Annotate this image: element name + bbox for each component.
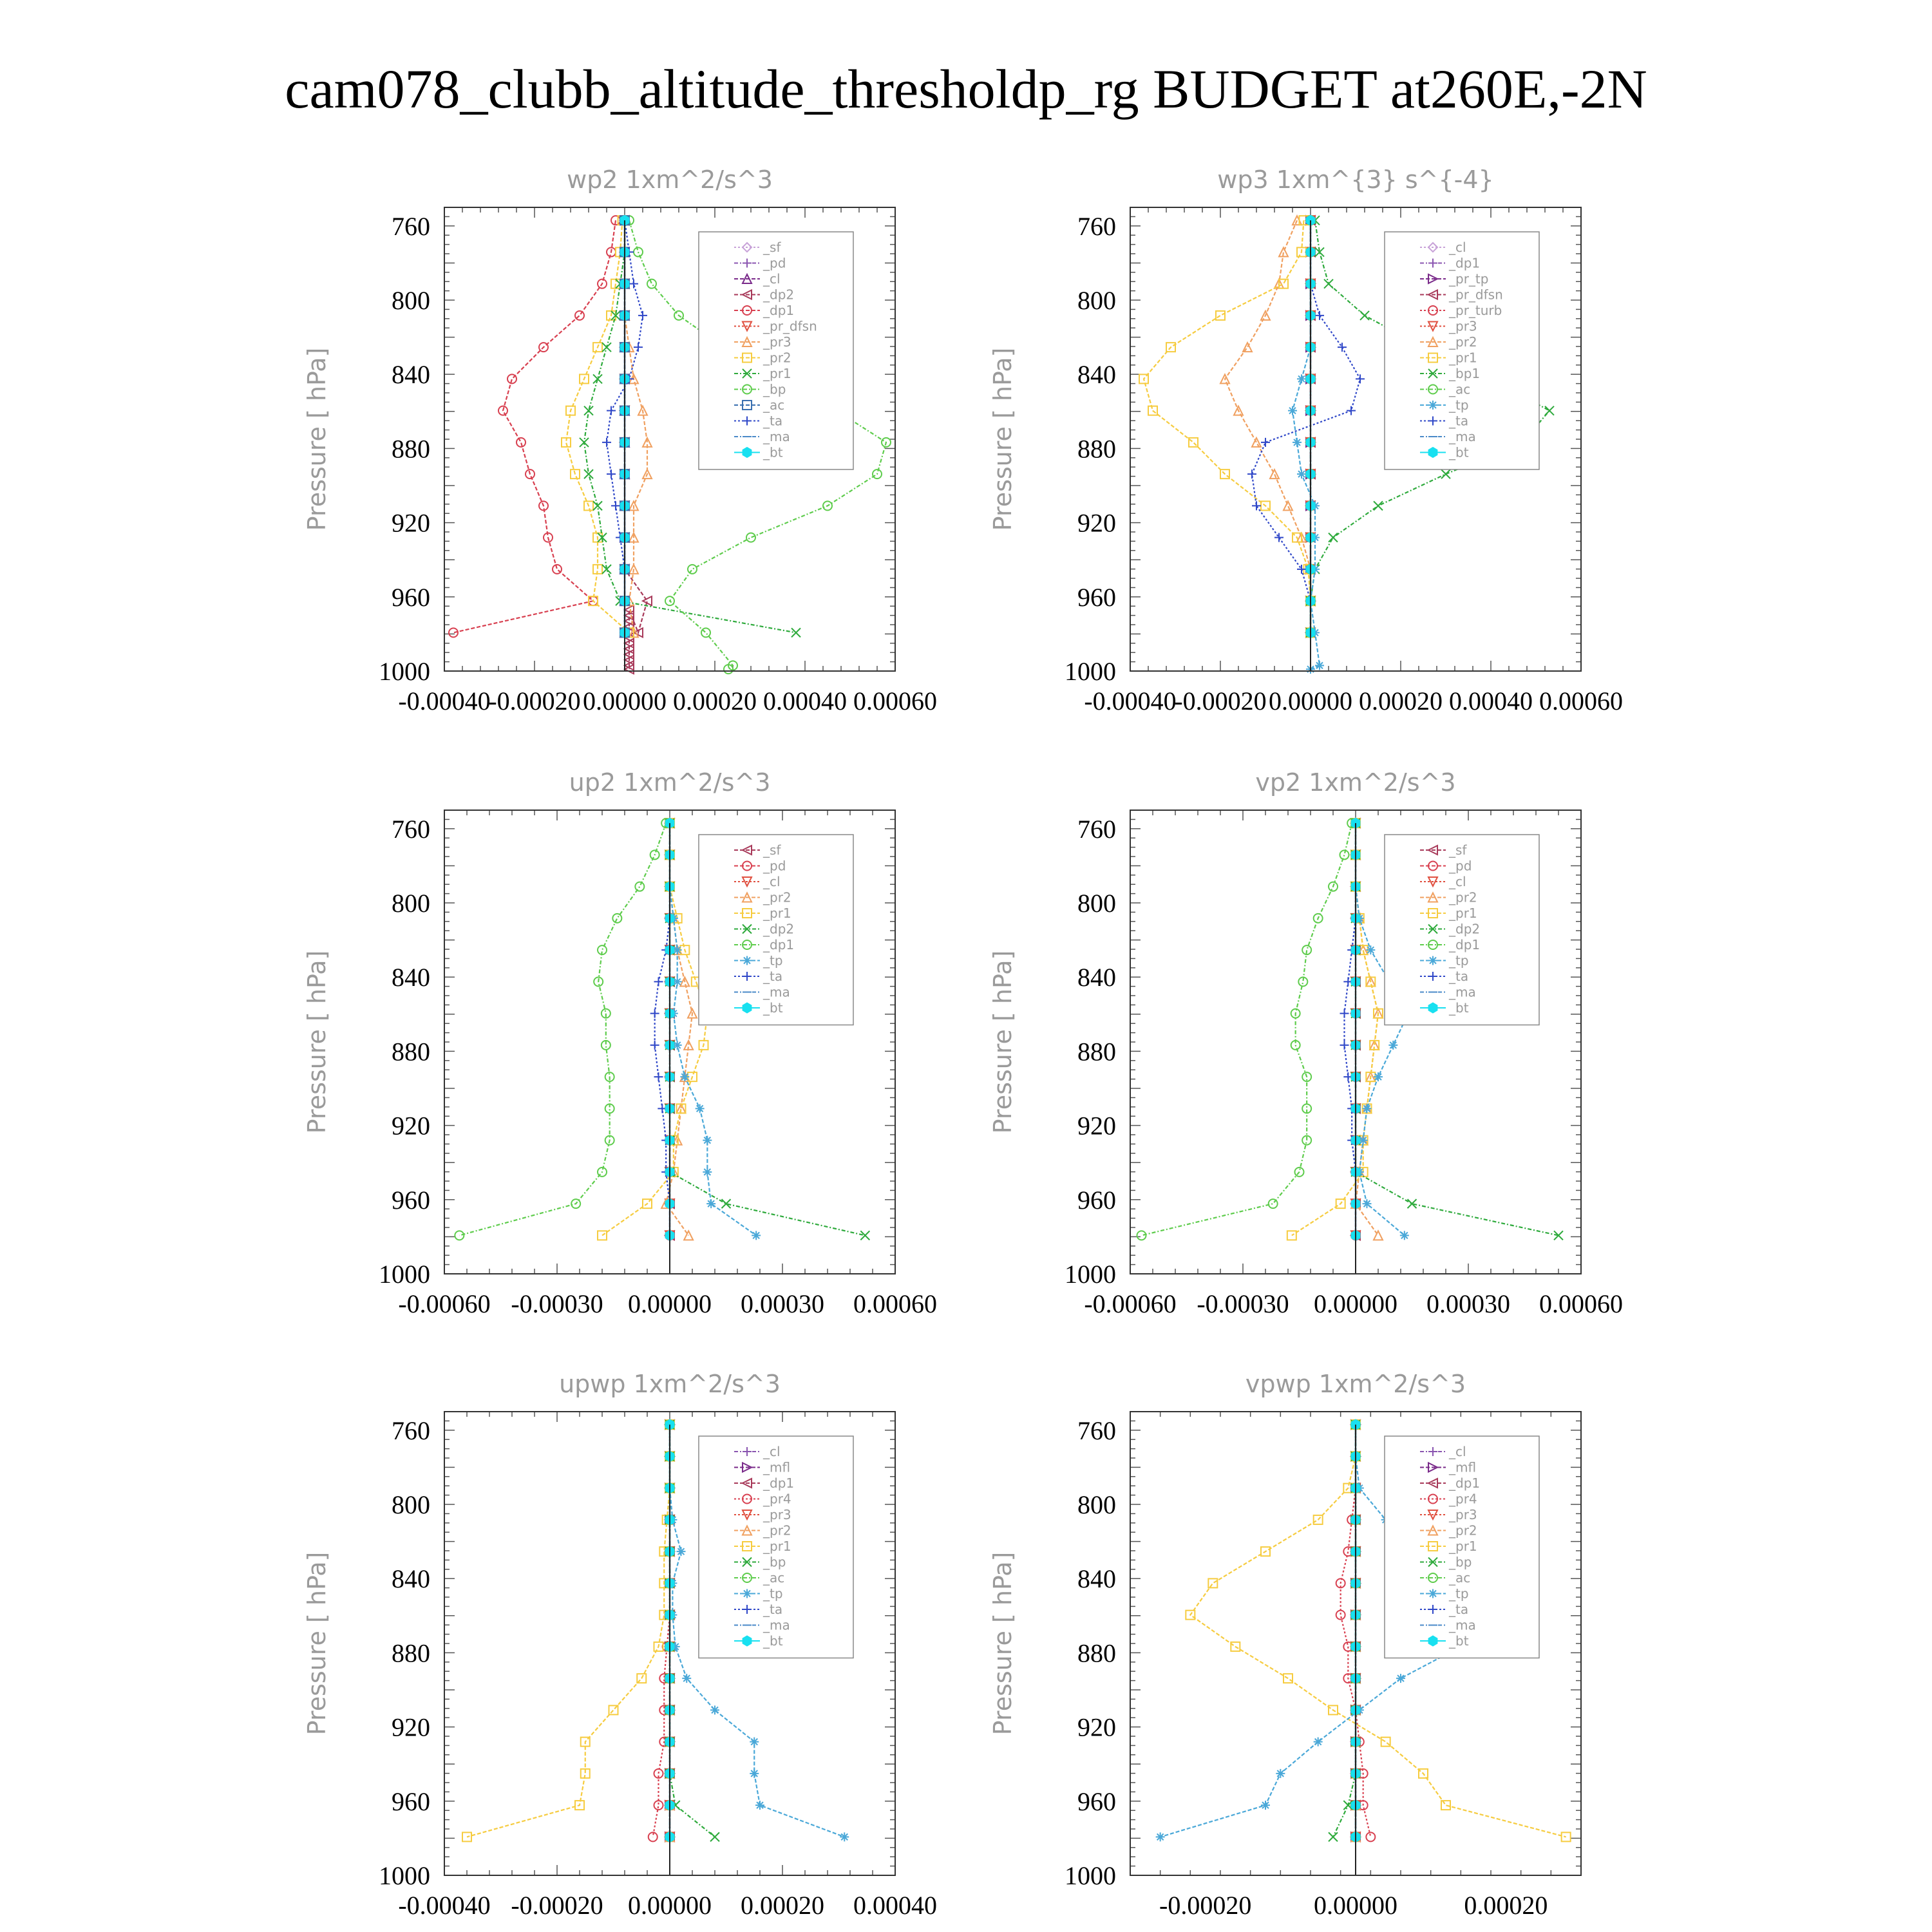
y-tick-label: 840 xyxy=(392,963,430,992)
data-point-tp xyxy=(1366,945,1375,954)
data-point-pr1 xyxy=(602,343,611,352)
x-tick-label: 0.00020 xyxy=(673,687,757,715)
legend-label: _mfl xyxy=(763,1459,791,1475)
legend-label: _ma xyxy=(1449,1617,1476,1633)
legend-label: _dp1 xyxy=(763,1475,795,1491)
chart-title: vp2 1xm^2/s^3 xyxy=(1255,768,1456,797)
legend-label: _bp xyxy=(763,381,786,397)
data-point-pr2 xyxy=(1283,501,1293,510)
y-tick-label: 800 xyxy=(392,889,430,918)
data-point-bp1 xyxy=(1360,311,1369,320)
legend-label: _cl xyxy=(763,1444,781,1459)
data-point-tp xyxy=(1293,438,1302,447)
legend-label: _cl xyxy=(763,874,781,889)
legend-label: _ta xyxy=(763,1602,783,1617)
legend-label: _sf xyxy=(763,842,781,858)
y-axis-label: Pressure [ hPa] xyxy=(989,347,1017,531)
x-tick-label: 0.00030 xyxy=(741,1289,824,1318)
legend-label: _cl xyxy=(1449,1444,1466,1459)
legend-label: _ta xyxy=(763,413,783,429)
x-tick-label: -0.00030 xyxy=(1197,1289,1289,1318)
data-point-ta xyxy=(1247,469,1256,478)
legend-label: _tp xyxy=(1449,1586,1469,1602)
y-axis-label: Pressure [ hPa] xyxy=(303,347,331,531)
data-point-bp1 xyxy=(1545,406,1554,415)
x-tick-label: 0.00020 xyxy=(741,1891,824,1920)
legend-label: _bt xyxy=(1449,1000,1469,1016)
data-point-tp xyxy=(1388,1041,1397,1050)
x-tick-label: 0.00000 xyxy=(628,1891,712,1920)
data-point-bp xyxy=(647,279,656,289)
y-tick-label: 1000 xyxy=(379,1861,430,1890)
data-point-tp xyxy=(710,1705,719,1714)
data-point-tp xyxy=(703,1136,712,1145)
legend-label: _cl xyxy=(1449,240,1466,255)
x-tick-label: -0.00020 xyxy=(488,687,581,715)
legend-label: _ma xyxy=(1449,429,1476,444)
x-tick-label: -0.00060 xyxy=(398,1289,491,1318)
chart-panel-5 xyxy=(303,1370,937,1920)
data-point-pr2 xyxy=(1270,469,1279,478)
y-axis-label: Pressure [ hPa] xyxy=(303,950,331,1134)
x-tick-label: -0.00020 xyxy=(511,1891,603,1920)
data-point-pr1 xyxy=(584,406,593,415)
data-point-tp xyxy=(1363,1199,1372,1208)
y-tick-label: 760 xyxy=(392,1416,430,1445)
legend-marker xyxy=(743,956,752,965)
x-tick-label: -0.00040 xyxy=(398,687,491,715)
series-line-pr2 xyxy=(1225,220,1311,632)
legend-label: _ma xyxy=(763,984,790,1000)
data-point-tp xyxy=(1315,661,1324,670)
y-tick-label: 880 xyxy=(1077,1638,1116,1668)
x-tick-label: 0.00000 xyxy=(1314,1891,1397,1920)
chart-panel-6 xyxy=(989,1370,1581,1920)
legend xyxy=(1385,1436,1539,1658)
data-point-pr1 xyxy=(580,438,589,447)
y-tick-label: 960 xyxy=(1077,1185,1116,1215)
legend-label: _pr1 xyxy=(763,366,791,381)
legend-label: _pr1 xyxy=(763,1539,791,1554)
legend-label: _pr2 xyxy=(1449,1522,1477,1539)
data-point-tp xyxy=(677,1547,686,1556)
data-point-tp xyxy=(1374,1072,1383,1081)
legend-marker xyxy=(1428,1003,1437,1013)
y-tick-label: 920 xyxy=(1077,1712,1116,1742)
y-tick-label: 960 xyxy=(392,582,430,612)
data-point-pr4 xyxy=(1336,1611,1345,1620)
data-point-ta xyxy=(1252,501,1261,510)
data-point-tp xyxy=(1400,1231,1409,1240)
legend xyxy=(1385,835,1539,1025)
x-tick-label: 0.00030 xyxy=(1426,1289,1510,1318)
legend-label: _pr3 xyxy=(763,1507,791,1522)
data-point-pr1 xyxy=(1208,1578,1217,1587)
legend-marker xyxy=(1428,401,1437,410)
legend-label: _dp2 xyxy=(763,287,795,303)
x-tick-label: 0.00000 xyxy=(583,687,667,715)
legend-label: _dp1 xyxy=(1449,937,1481,952)
series-line-dp1 xyxy=(453,220,616,632)
x-tick-label: 0.00020 xyxy=(1359,687,1443,715)
series-line-pr1 xyxy=(467,1425,670,1837)
y-tick-label: 760 xyxy=(392,211,430,241)
y-tick-label: 880 xyxy=(1077,1037,1116,1066)
y-tick-label: 880 xyxy=(392,434,430,464)
y-tick-label: 760 xyxy=(392,814,430,844)
legend-label: _pr3 xyxy=(763,334,791,350)
data-point-ta xyxy=(1356,374,1365,383)
y-tick-label: 800 xyxy=(392,1490,430,1519)
data-point-ta xyxy=(607,406,616,415)
legend-label: _pr1 xyxy=(1449,350,1477,366)
legend-label: _mfl xyxy=(1449,1459,1477,1475)
legend-label: _cl xyxy=(1449,874,1466,889)
data-point-tp xyxy=(1363,1104,1372,1113)
chart-title: wp3 1xm^{3} s^{-4} xyxy=(1217,166,1494,194)
legend-label: _pr1 xyxy=(763,905,791,921)
chart-panel-3 xyxy=(303,768,937,1318)
legend-label: _pr2 xyxy=(1449,334,1477,350)
y-tick-label: 760 xyxy=(1077,814,1116,844)
data-point-ta xyxy=(1340,1009,1349,1018)
series-line-pr1 xyxy=(1292,823,1378,1235)
data-point-dp1 xyxy=(635,882,644,891)
data-point-dp1 xyxy=(612,914,621,923)
legend-label: _bt xyxy=(763,1633,783,1649)
legend-label: _pr_dfsn xyxy=(763,318,817,334)
y-tick-label: 920 xyxy=(392,1111,430,1141)
data-point-tp xyxy=(840,1832,849,1841)
legend-label: _sf xyxy=(763,240,781,255)
legend-label: _sf xyxy=(1449,842,1467,858)
data-point-tp xyxy=(1261,1801,1270,1810)
legend-label: _ta xyxy=(1449,1602,1469,1617)
data-point-ta xyxy=(1297,565,1306,574)
y-tick-label: 920 xyxy=(392,508,430,538)
data-point-bp1 xyxy=(1329,533,1338,542)
legend-label: _pr2 xyxy=(763,1522,791,1539)
x-tick-label: 0.00040 xyxy=(853,1891,937,1920)
y-tick-label: 920 xyxy=(1077,508,1116,538)
y-axis-label: Pressure [ hPa] xyxy=(303,1551,331,1736)
data-point-ta xyxy=(629,279,638,289)
x-tick-label: -0.00020 xyxy=(1159,1891,1252,1920)
data-point-ta xyxy=(1347,406,1356,415)
legend-label: _pd xyxy=(763,255,786,271)
legend-label: _pr2 xyxy=(1449,889,1477,905)
data-point-ta xyxy=(634,343,643,352)
legend-label: _pr4 xyxy=(763,1491,791,1507)
legend-label: _bt xyxy=(1449,1633,1469,1649)
legend-label: _ma xyxy=(763,1617,790,1633)
data-point-pr2 xyxy=(1252,438,1261,447)
legend-label: _bt xyxy=(763,1000,783,1016)
legend xyxy=(699,835,853,1025)
legend xyxy=(699,1436,853,1658)
y-tick-label: 1000 xyxy=(379,1260,430,1289)
data-point-ta xyxy=(654,1072,663,1081)
y-axis-label: Pressure [ hPa] xyxy=(989,950,1017,1134)
data-point-tp xyxy=(706,1199,715,1208)
data-point-bp1 xyxy=(1441,469,1450,478)
legend-label: _ac xyxy=(763,397,785,413)
data-point-tp xyxy=(1276,1769,1285,1778)
chart-title: up2 1xm^2/s^3 xyxy=(569,768,771,797)
y-tick-label: 920 xyxy=(1077,1111,1116,1141)
legend-label: _ma xyxy=(763,429,790,444)
legend-label: _dp1 xyxy=(763,937,795,952)
y-tick-label: 840 xyxy=(1077,963,1116,992)
data-point-tp xyxy=(750,1738,759,1747)
y-tick-label: 760 xyxy=(1077,211,1116,241)
x-tick-label: 0.00040 xyxy=(1449,687,1533,715)
data-point-dp1 xyxy=(516,438,526,447)
legend-label: _bp xyxy=(1449,1554,1472,1570)
legend-label: _ma xyxy=(1449,984,1476,1000)
chart-panel-4 xyxy=(989,768,1623,1318)
x-tick-label: 0.00060 xyxy=(1539,687,1623,715)
data-point-bp1 xyxy=(1374,501,1383,510)
y-tick-label: 800 xyxy=(392,286,430,315)
data-point-dp1 xyxy=(1340,850,1349,859)
x-tick-label: -0.00030 xyxy=(511,1289,603,1318)
y-tick-label: 760 xyxy=(1077,1416,1116,1445)
legend-label: _bt xyxy=(1449,444,1469,460)
series-line-pr1 xyxy=(602,823,707,1235)
data-point-ta xyxy=(1261,438,1270,447)
data-point-tp xyxy=(696,1104,705,1113)
data-point-tp xyxy=(682,1674,691,1683)
data-point-pr1 xyxy=(593,374,602,383)
legend-label: _pr3 xyxy=(1449,1507,1477,1522)
data-point-dp1 xyxy=(1137,1231,1146,1240)
legend-marker xyxy=(1428,956,1437,965)
data-point-tp xyxy=(1156,1832,1165,1841)
legend-label: _cl xyxy=(763,271,781,287)
y-tick-label: 880 xyxy=(392,1638,430,1668)
legend-label: _ta xyxy=(763,969,783,984)
data-point-tp xyxy=(1297,374,1306,383)
x-tick-label: 0.00040 xyxy=(763,687,847,715)
chart-title: upwp 1xm^2/s^3 xyxy=(559,1370,781,1398)
chart-panel-2 xyxy=(989,166,1623,715)
data-point-dp1 xyxy=(553,565,562,574)
data-point-ta xyxy=(611,501,620,510)
x-tick-label: -0.00020 xyxy=(1174,687,1267,715)
data-point-dp1 xyxy=(1269,1199,1278,1208)
data-point-pr1 xyxy=(1441,1801,1450,1810)
legend-label: _tp xyxy=(763,1586,783,1602)
legend-label: _ac xyxy=(1449,381,1471,397)
x-tick-label: 0.00000 xyxy=(628,1289,712,1318)
data-point-bp xyxy=(710,1832,719,1841)
y-tick-label: 920 xyxy=(392,1712,430,1742)
data-point-tp xyxy=(755,1801,764,1810)
y-tick-label: 840 xyxy=(1077,360,1116,390)
y-tick-label: 1000 xyxy=(1065,1861,1116,1890)
legend-label: _pr2 xyxy=(763,889,791,905)
data-point-tp xyxy=(1314,1738,1323,1747)
data-point-ta xyxy=(650,1009,659,1018)
legend-label: _pr2 xyxy=(763,350,791,366)
data-point-pr4 xyxy=(1366,1832,1375,1841)
x-tick-label: -0.00040 xyxy=(1084,687,1177,715)
series-line-dp1 xyxy=(1142,823,1352,1235)
y-tick-label: 800 xyxy=(1077,1490,1116,1519)
legend-label: _pr1 xyxy=(1449,1539,1477,1554)
y-tick-label: 960 xyxy=(392,1185,430,1215)
legend-label: _tp xyxy=(1449,952,1469,969)
legend-marker xyxy=(1428,1636,1437,1646)
legend-label: _pr_turb xyxy=(1449,303,1502,318)
data-point-bp xyxy=(701,628,710,637)
legend-label: _ta xyxy=(1449,969,1469,984)
legend-label: _ac xyxy=(763,1570,785,1586)
legend-label: _pr_dfsn xyxy=(1449,287,1503,303)
legend-label: _dp1 xyxy=(763,303,795,318)
data-point-tp xyxy=(1297,469,1306,478)
data-point-ta xyxy=(638,311,647,320)
legend-label: _tp xyxy=(1449,397,1469,413)
chart-panel-1 xyxy=(303,166,937,715)
legend-label: _pr3 xyxy=(1449,318,1477,334)
data-point-ta xyxy=(602,438,611,447)
y-tick-label: 1000 xyxy=(379,657,430,686)
data-point-dp2 xyxy=(643,596,652,605)
data-point-dp1 xyxy=(507,374,516,383)
legend-label: _pr4 xyxy=(1449,1491,1477,1507)
data-point-tp xyxy=(752,1231,761,1240)
data-point-tp xyxy=(1396,1674,1405,1683)
data-point-dp1 xyxy=(575,311,584,320)
legend-label: _ta xyxy=(1449,413,1469,429)
data-point-bp xyxy=(746,533,755,542)
data-point-tp xyxy=(703,1168,712,1177)
y-tick-label: 800 xyxy=(1077,286,1116,315)
legend xyxy=(1385,232,1539,469)
y-tick-label: 880 xyxy=(1077,434,1116,464)
legend-label: _bp xyxy=(763,1554,786,1570)
y-tick-label: 1000 xyxy=(1065,657,1116,686)
data-point-pr1 xyxy=(1216,311,1225,320)
legend-label: _ac xyxy=(1449,1570,1471,1586)
x-tick-label: 0.00060 xyxy=(853,687,937,715)
data-point-tp xyxy=(680,1072,689,1081)
data-point-ta xyxy=(650,1041,659,1050)
data-point-ta xyxy=(1340,1041,1349,1050)
y-tick-label: 880 xyxy=(392,1037,430,1066)
data-point-ta xyxy=(607,469,616,478)
legend-marker xyxy=(743,1636,752,1646)
series-line-pr1 xyxy=(1144,220,1311,632)
y-tick-label: 960 xyxy=(392,1786,430,1816)
data-point-ta xyxy=(654,977,663,986)
x-tick-label: 0.00000 xyxy=(1269,687,1352,715)
legend-label: _dp1 xyxy=(1449,1475,1481,1491)
legend-marker xyxy=(743,1003,752,1013)
data-point-bp1 xyxy=(1324,279,1333,289)
data-point-tp xyxy=(750,1769,759,1778)
legend-label: _bt xyxy=(763,444,783,460)
y-tick-label: 1000 xyxy=(1065,1260,1116,1289)
y-tick-label: 960 xyxy=(1077,1786,1116,1816)
y-tick-label: 800 xyxy=(1077,889,1116,918)
legend-label: _dp2 xyxy=(763,921,795,937)
legend-label: _pr_tp xyxy=(1449,271,1489,287)
legend-label: _tp xyxy=(763,952,783,969)
x-tick-label: 0.00060 xyxy=(1539,1289,1623,1318)
data-point-tp xyxy=(1288,406,1297,415)
chart-title: wp2 1xm^2/s^3 xyxy=(567,166,773,194)
x-tick-label: -0.00040 xyxy=(398,1891,491,1920)
legend-label: _bp1 xyxy=(1449,366,1481,381)
x-tick-label: 0.00060 xyxy=(853,1289,937,1318)
main-title: cam078_clubb_altitude_thresholdp_rg BUDGET at260E,-2N xyxy=(285,58,1647,120)
data-point-ta xyxy=(1338,343,1347,352)
legend-label: _pd xyxy=(763,858,786,874)
data-point-ta xyxy=(1274,533,1283,542)
data-point-bp xyxy=(688,565,697,574)
y-tick-label: 840 xyxy=(392,360,430,390)
x-tick-label: 0.00000 xyxy=(1314,1289,1397,1318)
chart-title: vpwp 1xm^2/s^3 xyxy=(1245,1370,1466,1398)
legend-marker xyxy=(743,1589,752,1598)
legend-label: _pr1 xyxy=(1449,905,1477,921)
legend-marker xyxy=(1428,448,1437,458)
legend-label: _dp1 xyxy=(1449,255,1481,271)
x-tick-label: 0.00020 xyxy=(1464,1891,1548,1920)
legend-marker xyxy=(1428,1589,1437,1598)
y-axis-label: Pressure [ hPa] xyxy=(989,1551,1017,1736)
data-point-pr2 xyxy=(1374,1231,1383,1240)
x-tick-label: -0.00060 xyxy=(1084,1289,1177,1318)
legend xyxy=(699,232,853,469)
legend-marker xyxy=(743,448,752,458)
y-tick-label: 840 xyxy=(1077,1564,1116,1594)
data-point-ta xyxy=(1315,311,1324,320)
y-tick-label: 960 xyxy=(1077,582,1116,612)
data-point-bp xyxy=(1329,1832,1338,1841)
legend-label: _pd xyxy=(1449,858,1472,874)
y-tick-label: 840 xyxy=(392,1564,430,1594)
legend-label: _dp2 xyxy=(1449,921,1481,937)
data-point-pr2 xyxy=(1243,343,1252,352)
